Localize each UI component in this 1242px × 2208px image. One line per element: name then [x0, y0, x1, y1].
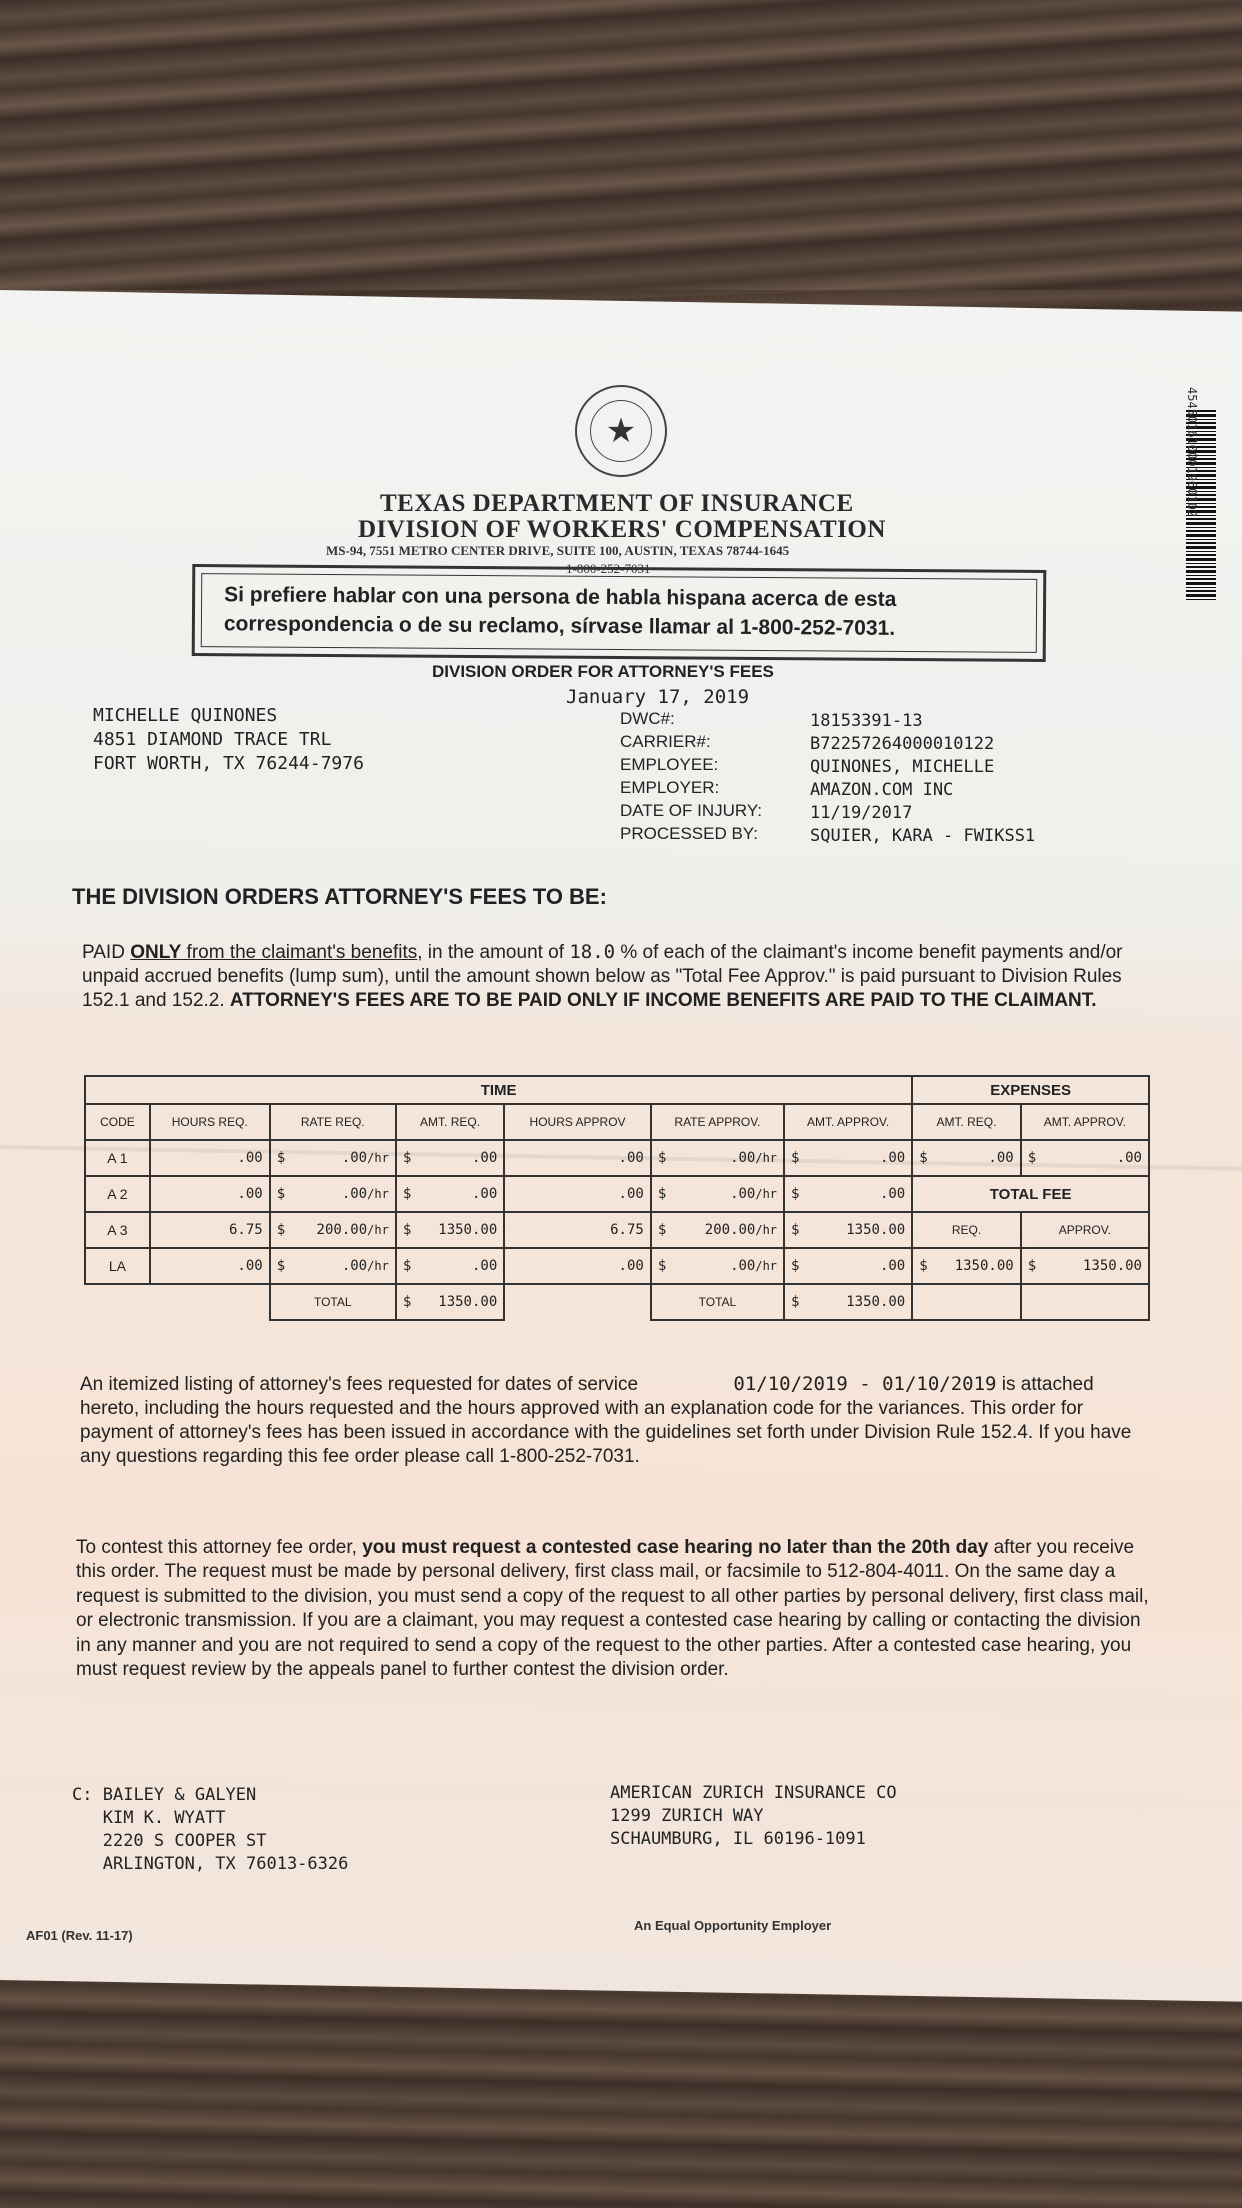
order-paragraph: PAID ONLY from the claimant's benefits, in the amount of 18.0 % of each of the claimant's income benefit payments and/or unpaid accrued benefits (lump sum), until the amount shown below as "Total Fee Approv." is paid pursuant to Division Rules 152.1 and 152.2. ATTORNEY'S FEES ARE TO BE PAID ONLY IF INCOME BENEFITS ARE PAID TO THE CLAIMANT.: [82, 941, 1123, 1011]
fee-percent: 18.0: [569, 941, 616, 963]
label-employee: EMPLOYEE:: [620, 755, 719, 774]
col-amt-approv: AMT. APPROV.: [784, 1104, 912, 1140]
col-code: CODE: [85, 1104, 150, 1140]
label-processed-by: PROCESSED BY:: [620, 824, 758, 843]
table-row: LA .00 $ .00/hr $ .00 .00 $ .00/hr $ .00 $ 1350.00 $ 1350.00: [85, 1248, 1149, 1284]
col-exp-amt-approv: AMT. APPROV.: [1021, 1104, 1149, 1140]
total-fee-req-label: REQ.: [912, 1212, 1020, 1248]
spanish-notice-line1: Si prefiere hablar con una persona de habla hispana acerca de esta: [224, 583, 897, 611]
value-date-of-injury: 11/19/2017: [810, 803, 913, 823]
document-title: DIVISION ORDER FOR ATTORNEY'S FEES: [432, 662, 774, 681]
value-employee: QUINONES, MICHELLE: [810, 757, 995, 777]
table-row: A 2 .00 $ .00/hr $ .00 .00 $ .00/hr $ .00 TOTAL FEE: [85, 1176, 1149, 1212]
carrier-street: 1299 ZURICH WAY: [610, 1806, 764, 1826]
wood-surface-bottom: [0, 1975, 1242, 2208]
service-dates: 01/10/2019 - 01/10/2019: [733, 1373, 997, 1395]
value-processed-by: SQUIER, KARA - FWIKSS1: [810, 826, 1036, 846]
recipient-street: 4851 DIAMOND TRACE TRL: [93, 729, 332, 750]
recipient-city: FORT WORTH, TX 76244-7976: [93, 753, 364, 774]
spanish-notice-box: [192, 564, 1047, 662]
col-exp-amt-req: AMT. REQ.: [912, 1104, 1020, 1140]
state-seal-icon: ★: [575, 385, 667, 477]
cc-attorney: KIM K. WYATT: [102, 1808, 226, 1828]
col-rate-approv: RATE APPROV.: [651, 1104, 784, 1140]
carrier-address: [610, 1782, 897, 1851]
carrier-name: AMERICAN ZURICH INSURANCE CO: [610, 1783, 897, 1803]
claim-labels: [620, 707, 762, 845]
fee-table: TIME EXPENSES CODE HOURS REQ. RATE REQ. AMT. REQ. HOURS APPROV RATE APPROV. AMT. APPROV. AMT. REQ. AMT. APPROV. A 1 .00 $ .00/hr $ .00 .00 $ .00/hr $ .00 $ .00 $ .00 A 2 .00 $ .00/hr $ .00 .00 $ .00/hr $ .00 TOTAL FEE A 3 6.75 $ 200.00/hr $ 1350.00 6.75 $ 200.00/hr $ 1350.00 REQ. APPROV. LA .00 $ .00/hr $ .00 .00 $ .00/hr $ .00 $ 1350.00 $ 1350.00 TOTAL $ 1350.00 TOTAL $ 1350.00: [84, 1075, 1150, 1321]
recipient-name: MICHELLE QUINONES: [93, 705, 278, 726]
col-hours-approv: HOURS APPROV: [504, 1104, 651, 1140]
value-carrier: B72257264000010122: [810, 734, 995, 754]
time-header: TIME: [85, 1076, 912, 1104]
wood-surface-top: [0, 0, 1242, 290]
table-row: A 1 .00 $ .00/hr $ .00 .00 $ .00/hr $ .00 $ .00 $ .00: [85, 1140, 1149, 1176]
exp-amt-req: .00: [988, 1150, 1014, 1166]
total-approv-label: TOTAL: [651, 1284, 784, 1320]
total-req-label: TOTAL: [270, 1284, 396, 1320]
spanish-notice-line2: correspondencia o de su reclamo, sírvase llamar al 1-800-252-7031.: [223, 612, 896, 640]
agency-phone: 1-800-252-7031: [566, 561, 651, 576]
label-dwc: DWC#:: [620, 709, 675, 728]
eeo-statement: An Equal Opportunity Employer: [634, 1918, 832, 1933]
total-fee-approv: 1350.00: [1082, 1258, 1142, 1274]
claim-values: [810, 710, 1035, 848]
contest-paragraph: To contest this attorney fee order, you must request a contested case hearing no later than the 20th day after you receive this order. The request must be made by personal delivery, first class mail, or facsimile to 512-804-4011. On the same day a request is submitted to the division, you must send a copy of the request to all other parties by personal delivery, first class mail, or electronic transmission. If you are a claimant, you may request a contested case hearing by calling or contacting the division in any manner and you are not required to send a copy of the request to the other parties. After a contested case hearing, you must request review by the appeals panel to further contest the division order.: [76, 1537, 1149, 1681]
cc-city: ARLINGTON, TX 76013-6326: [102, 1854, 349, 1874]
form-id: AF01 (Rev. 11-17): [26, 1928, 133, 1943]
label-employer: EMPLOYER:: [620, 778, 720, 797]
orders-heading: THE DIVISION ORDERS ATTORNEY'S FEES TO BE:: [72, 884, 607, 909]
recipient-address: [93, 704, 364, 776]
col-rate-req: RATE REQ.: [270, 1104, 396, 1140]
agency-address: MS-94, 7551 METRO CENTER DRIVE, SUITE 100, AUSTIN, TEXAS 78744-1645: [326, 543, 790, 558]
label-date-of-injury: DATE OF INJURY:: [620, 801, 763, 820]
value-dwc: 18153391-13: [810, 711, 923, 731]
cc-firm: BAILEY & GALYEN: [102, 1785, 257, 1805]
total-fee-approv-label: APPROV.: [1021, 1212, 1149, 1248]
document-date: January 17, 2019: [566, 686, 750, 708]
agency-name: TEXAS DEPARTMENT OF INSURANCE: [380, 490, 854, 517]
order-bold-statement: ATTORNEY'S FEES ARE TO BE PAID ONLY IF INCOME BENEFITS ARE PAID TO THE CLAIMANT.: [229, 990, 1097, 1011]
value-employer: AMAZON.COM INC: [810, 780, 954, 800]
col-amt-req: AMT. REQ.: [396, 1104, 504, 1140]
table-row: A 3 6.75 $ 200.00/hr $ 1350.00 6.75 $ 200.00/hr $ 1350.00 REQ. APPROV.: [85, 1212, 1149, 1248]
cc-street: 2220 S COOPER ST: [102, 1831, 267, 1851]
total-fee-header: TOTAL FEE: [912, 1176, 1149, 1212]
col-hours-req: HOURS REQ.: [150, 1104, 270, 1140]
exp-amt-approv: .00: [1116, 1150, 1142, 1166]
total-req: 1350.00: [438, 1294, 498, 1310]
barcode-number: 454501610001960102: [1185, 387, 1199, 518]
cc-block: C: BAILEY & GALYEN KIM K. WYATT 2220 S COOPER ST ARLINGTON, TX 76013-6326: [72, 1785, 349, 1874]
total-fee-req: 1350.00: [954, 1258, 1014, 1274]
itemized-paragraph: An itemized listing of attorney's fees requested for dates of service 01/10/2019 - 01/10/2019 is attached hereto, including the hours requested and the hours approved with an explanation code for the variances. This order for payment of attorney's fees has been issued in accordance with the guidelines set forth under Division Rule 152.4. If you have any questions regarding this fee order please call 1-800-252-7031.: [80, 1373, 1132, 1467]
contest-deadline: you must request a contested case hearing no later than the 20th day: [362, 1537, 989, 1558]
carrier-city: SCHAUMBURG, IL 60196-1091: [610, 1829, 866, 1849]
label-carrier: CARRIER#:: [620, 732, 711, 751]
total-approv: 1350.00: [846, 1294, 906, 1310]
division-name: DIVISION OF WORKERS' COMPENSATION: [358, 516, 886, 543]
only-emphasis: ONLY: [130, 942, 182, 963]
expenses-header: EXPENSES: [912, 1076, 1149, 1104]
